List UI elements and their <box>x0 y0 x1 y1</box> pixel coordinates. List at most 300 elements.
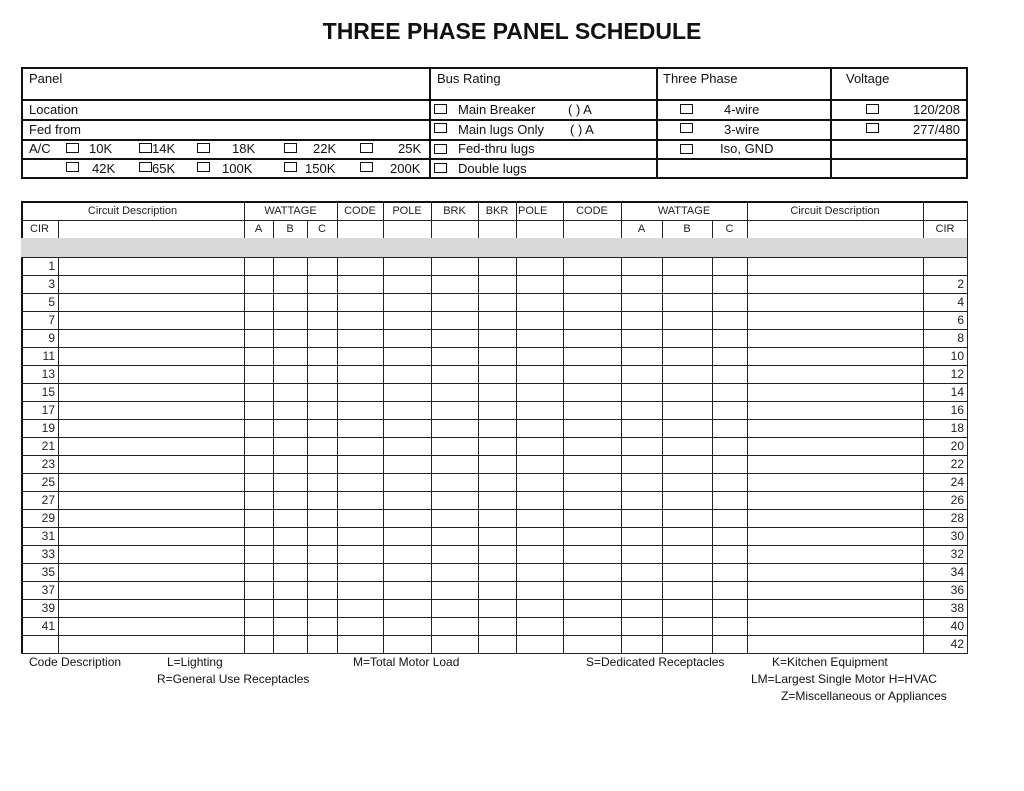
schedule-input-cell[interactable] <box>712 635 748 654</box>
spacer-cell[interactable] <box>747 238 924 258</box>
schedule-input-cell[interactable] <box>747 563 924 582</box>
schedule-input-cell[interactable] <box>273 527 308 546</box>
schedule-input-cell[interactable] <box>563 383 622 402</box>
schedule-input-cell[interactable] <box>273 599 308 618</box>
schedule-input-cell[interactable] <box>58 581 245 600</box>
schedule-input-cell[interactable] <box>337 293 384 312</box>
schedule-input-cell[interactable] <box>431 455 479 474</box>
schedule-input-cell[interactable] <box>383 347 432 366</box>
schedule-input-cell[interactable] <box>383 617 432 636</box>
schedule-input-cell[interactable] <box>747 365 924 384</box>
schedule-input-cell[interactable] <box>516 293 564 312</box>
schedule-input-cell[interactable] <box>662 563 713 582</box>
schedule-input-cell[interactable] <box>383 563 432 582</box>
schedule-input-cell[interactable] <box>662 365 713 384</box>
schedule-input-cell[interactable] <box>662 419 713 438</box>
schedule-input-cell[interactable] <box>337 275 384 294</box>
schedule-input-cell[interactable] <box>747 257 924 276</box>
schedule-input-cell[interactable] <box>307 527 338 546</box>
schedule-input-cell[interactable] <box>662 581 713 600</box>
schedule-input-cell[interactable] <box>383 599 432 618</box>
spacer-cell[interactable] <box>516 238 564 258</box>
schedule-input-cell[interactable] <box>478 401 517 420</box>
schedule-input-cell[interactable] <box>563 545 622 564</box>
schedule-input-cell[interactable] <box>621 635 663 654</box>
schedule-input-cell[interactable] <box>662 257 713 276</box>
schedule-input-cell[interactable] <box>563 563 622 582</box>
schedule-input-cell[interactable] <box>747 581 924 600</box>
schedule-input-cell[interactable] <box>58 419 245 438</box>
schedule-input-cell[interactable] <box>516 329 564 348</box>
schedule-input-cell[interactable] <box>58 347 245 366</box>
schedule-input-cell[interactable] <box>478 545 517 564</box>
schedule-input-cell[interactable] <box>307 581 338 600</box>
schedule-input-cell[interactable] <box>712 401 748 420</box>
schedule-input-cell[interactable] <box>478 329 517 348</box>
schedule-input-cell[interactable] <box>662 401 713 420</box>
spacer-cell[interactable] <box>621 238 663 258</box>
schedule-input-cell[interactable] <box>273 275 308 294</box>
schedule-input-cell[interactable] <box>662 545 713 564</box>
schedule-input-cell[interactable] <box>563 329 622 348</box>
schedule-input-cell[interactable] <box>307 293 338 312</box>
schedule-input-cell[interactable] <box>662 635 713 654</box>
ac-rating-checkbox[interactable] <box>197 143 210 153</box>
schedule-input-cell[interactable] <box>712 365 748 384</box>
schedule-input-cell[interactable] <box>307 275 338 294</box>
schedule-input-cell[interactable] <box>337 257 384 276</box>
schedule-input-cell[interactable] <box>273 563 308 582</box>
schedule-input-cell[interactable] <box>58 509 245 528</box>
schedule-input-cell[interactable] <box>516 491 564 510</box>
schedule-input-cell[interactable] <box>747 383 924 402</box>
iso-gnd-checkbox[interactable] <box>680 144 693 154</box>
schedule-input-cell[interactable] <box>431 383 479 402</box>
schedule-input-cell[interactable] <box>273 635 308 654</box>
schedule-input-cell[interactable] <box>307 329 338 348</box>
schedule-input-cell[interactable] <box>273 581 308 600</box>
spacer-cell[interactable] <box>712 238 748 258</box>
schedule-input-cell[interactable] <box>712 419 748 438</box>
schedule-input-cell[interactable] <box>712 545 748 564</box>
schedule-input-cell[interactable] <box>337 437 384 456</box>
schedule-input-cell[interactable] <box>273 437 308 456</box>
schedule-input-cell[interactable] <box>337 563 384 582</box>
schedule-input-cell[interactable] <box>273 491 308 510</box>
schedule-input-cell[interactable] <box>273 473 308 492</box>
schedule-input-cell[interactable] <box>478 473 517 492</box>
schedule-input-cell[interactable] <box>244 581 274 600</box>
spacer-cell[interactable] <box>337 238 384 258</box>
schedule-input-cell[interactable] <box>244 275 274 294</box>
schedule-input-cell[interactable] <box>563 347 622 366</box>
three-wire-checkbox[interactable] <box>680 123 693 133</box>
schedule-input-cell[interactable] <box>307 509 338 528</box>
schedule-input-cell[interactable] <box>383 419 432 438</box>
schedule-input-cell[interactable] <box>563 437 622 456</box>
schedule-input-cell[interactable] <box>747 437 924 456</box>
spacer-cell[interactable] <box>431 238 479 258</box>
schedule-input-cell[interactable] <box>516 527 564 546</box>
schedule-input-cell[interactable] <box>712 491 748 510</box>
spacer-cell[interactable] <box>244 238 274 258</box>
schedule-input-cell[interactable] <box>563 455 622 474</box>
schedule-input-cell[interactable] <box>273 545 308 564</box>
schedule-input-cell[interactable] <box>244 311 274 330</box>
schedule-input-cell[interactable] <box>478 275 517 294</box>
schedule-input-cell[interactable] <box>563 257 622 276</box>
schedule-input-cell[interactable] <box>621 401 663 420</box>
schedule-input-cell[interactable] <box>563 365 622 384</box>
schedule-input-cell[interactable] <box>747 455 924 474</box>
schedule-input-cell[interactable] <box>747 329 924 348</box>
schedule-input-cell[interactable] <box>516 635 564 654</box>
schedule-input-cell[interactable] <box>563 581 622 600</box>
schedule-input-cell[interactable] <box>273 401 308 420</box>
schedule-input-cell[interactable] <box>244 473 274 492</box>
schedule-input-cell[interactable] <box>273 617 308 636</box>
four-wire-checkbox[interactable] <box>680 104 693 114</box>
schedule-input-cell[interactable] <box>478 437 517 456</box>
schedule-input-cell[interactable] <box>273 383 308 402</box>
schedule-input-cell[interactable] <box>516 257 564 276</box>
schedule-input-cell[interactable] <box>244 635 274 654</box>
ac-rating-checkbox[interactable] <box>66 143 79 153</box>
schedule-input-cell[interactable] <box>747 311 924 330</box>
schedule-input-cell[interactable] <box>621 383 663 402</box>
schedule-input-cell[interactable] <box>244 401 274 420</box>
schedule-input-cell[interactable] <box>58 257 245 276</box>
schedule-input-cell[interactable] <box>58 365 245 384</box>
schedule-input-cell[interactable] <box>244 455 274 474</box>
schedule-input-cell[interactable] <box>563 293 622 312</box>
schedule-input-cell[interactable] <box>431 617 479 636</box>
schedule-input-cell[interactable] <box>747 419 924 438</box>
schedule-input-cell[interactable] <box>383 473 432 492</box>
schedule-input-cell[interactable] <box>712 473 748 492</box>
schedule-input-cell[interactable] <box>307 563 338 582</box>
schedule-input-cell[interactable] <box>621 329 663 348</box>
schedule-input-cell[interactable] <box>383 437 432 456</box>
schedule-input-cell[interactable] <box>337 311 384 330</box>
schedule-input-cell[interactable] <box>478 635 517 654</box>
schedule-input-cell[interactable] <box>516 383 564 402</box>
spacer-cell[interactable] <box>923 238 968 258</box>
schedule-input-cell[interactable] <box>383 545 432 564</box>
ac-rating-checkbox[interactable] <box>284 143 297 153</box>
schedule-input-cell[interactable] <box>712 437 748 456</box>
fed-thru-checkbox[interactable] <box>434 144 447 154</box>
schedule-input-cell[interactable] <box>478 581 517 600</box>
schedule-input-cell[interactable] <box>431 257 479 276</box>
main-lugs-checkbox[interactable] <box>434 123 447 133</box>
schedule-input-cell[interactable] <box>563 527 622 546</box>
schedule-input-cell[interactable] <box>478 617 517 636</box>
schedule-input-cell[interactable] <box>621 365 663 384</box>
double-lugs-checkbox[interactable] <box>434 163 447 173</box>
schedule-input-cell[interactable] <box>712 311 748 330</box>
schedule-input-cell[interactable] <box>662 293 713 312</box>
schedule-input-cell[interactable] <box>431 473 479 492</box>
schedule-input-cell[interactable] <box>58 383 245 402</box>
schedule-input-cell[interactable] <box>747 509 924 528</box>
schedule-input-cell[interactable] <box>383 509 432 528</box>
schedule-input-cell[interactable] <box>478 563 517 582</box>
schedule-input-cell[interactable] <box>431 365 479 384</box>
schedule-input-cell[interactable] <box>662 275 713 294</box>
schedule-input-cell[interactable] <box>244 437 274 456</box>
voltage-120-208-checkbox[interactable] <box>866 104 879 114</box>
schedule-input-cell[interactable] <box>337 347 384 366</box>
schedule-input-cell[interactable] <box>747 293 924 312</box>
schedule-input-cell[interactable] <box>383 329 432 348</box>
schedule-input-cell[interactable] <box>712 383 748 402</box>
schedule-input-cell[interactable] <box>478 257 517 276</box>
schedule-input-cell[interactable] <box>337 617 384 636</box>
schedule-input-cell[interactable] <box>273 329 308 348</box>
schedule-input-cell[interactable] <box>712 509 748 528</box>
schedule-input-cell[interactable] <box>563 419 622 438</box>
ac-rating-checkbox[interactable] <box>139 143 152 153</box>
schedule-input-cell[interactable] <box>563 617 622 636</box>
schedule-input-cell[interactable] <box>712 347 748 366</box>
schedule-input-cell[interactable] <box>383 365 432 384</box>
schedule-input-cell[interactable] <box>244 491 274 510</box>
schedule-input-cell[interactable] <box>307 473 338 492</box>
schedule-input-cell[interactable] <box>478 491 517 510</box>
spacer-cell[interactable] <box>662 238 713 258</box>
schedule-input-cell[interactable] <box>337 509 384 528</box>
schedule-input-cell[interactable] <box>621 455 663 474</box>
schedule-input-cell[interactable] <box>662 455 713 474</box>
schedule-input-cell[interactable] <box>516 599 564 618</box>
schedule-input-cell[interactable] <box>431 563 479 582</box>
ac-rating-checkbox[interactable] <box>66 162 79 172</box>
schedule-input-cell[interactable] <box>478 311 517 330</box>
schedule-input-cell[interactable] <box>431 401 479 420</box>
schedule-input-cell[interactable] <box>478 455 517 474</box>
schedule-input-cell[interactable] <box>58 329 245 348</box>
schedule-input-cell[interactable] <box>747 401 924 420</box>
schedule-input-cell[interactable] <box>516 437 564 456</box>
schedule-input-cell[interactable] <box>478 527 517 546</box>
schedule-input-cell[interactable] <box>244 563 274 582</box>
schedule-input-cell[interactable] <box>58 311 245 330</box>
spacer-cell[interactable] <box>383 238 432 258</box>
schedule-input-cell[interactable] <box>621 563 663 582</box>
schedule-input-cell[interactable] <box>621 347 663 366</box>
schedule-input-cell[interactable] <box>273 365 308 384</box>
schedule-input-cell[interactable] <box>244 383 274 402</box>
schedule-input-cell[interactable] <box>307 599 338 618</box>
schedule-input-cell[interactable] <box>58 527 245 546</box>
schedule-input-cell[interactable] <box>662 347 713 366</box>
schedule-input-cell[interactable] <box>58 437 245 456</box>
schedule-input-cell[interactable] <box>307 635 338 654</box>
schedule-input-cell[interactable] <box>747 545 924 564</box>
schedule-input-cell[interactable] <box>383 455 432 474</box>
schedule-input-cell[interactable] <box>244 509 274 528</box>
schedule-input-cell[interactable] <box>563 311 622 330</box>
schedule-input-cell[interactable] <box>431 347 479 366</box>
schedule-input-cell[interactable] <box>516 275 564 294</box>
schedule-input-cell[interactable] <box>621 545 663 564</box>
ac-rating-checkbox[interactable] <box>139 162 152 172</box>
schedule-input-cell[interactable] <box>431 293 479 312</box>
schedule-input-cell[interactable] <box>307 347 338 366</box>
schedule-input-cell[interactable] <box>337 491 384 510</box>
schedule-input-cell[interactable] <box>337 401 384 420</box>
schedule-input-cell[interactable] <box>337 455 384 474</box>
schedule-input-cell[interactable] <box>431 311 479 330</box>
schedule-input-cell[interactable] <box>516 581 564 600</box>
schedule-input-cell[interactable] <box>337 419 384 438</box>
schedule-input-cell[interactable] <box>478 383 517 402</box>
schedule-input-cell[interactable] <box>563 509 622 528</box>
schedule-input-cell[interactable] <box>478 509 517 528</box>
schedule-input-cell[interactable] <box>478 293 517 312</box>
schedule-input-cell[interactable] <box>244 617 274 636</box>
ac-rating-checkbox[interactable] <box>284 162 297 172</box>
schedule-input-cell[interactable] <box>712 617 748 636</box>
spacer-cell[interactable] <box>563 238 622 258</box>
schedule-input-cell[interactable] <box>662 329 713 348</box>
schedule-input-cell[interactable] <box>307 491 338 510</box>
schedule-input-cell[interactable] <box>383 383 432 402</box>
schedule-input-cell[interactable] <box>307 383 338 402</box>
schedule-input-cell[interactable] <box>58 401 245 420</box>
schedule-input-cell[interactable] <box>662 473 713 492</box>
schedule-input-cell[interactable] <box>58 293 245 312</box>
schedule-input-cell[interactable] <box>516 347 564 366</box>
schedule-input-cell[interactable] <box>337 383 384 402</box>
schedule-input-cell[interactable] <box>58 545 245 564</box>
schedule-input-cell[interactable] <box>747 617 924 636</box>
schedule-input-cell[interactable] <box>431 509 479 528</box>
schedule-input-cell[interactable] <box>383 491 432 510</box>
schedule-input-cell[interactable] <box>337 527 384 546</box>
schedule-input-cell[interactable] <box>712 293 748 312</box>
schedule-input-cell[interactable] <box>747 599 924 618</box>
schedule-input-cell[interactable] <box>478 419 517 438</box>
schedule-input-cell[interactable] <box>244 545 274 564</box>
spacer-cell[interactable] <box>478 238 517 258</box>
schedule-input-cell[interactable] <box>712 563 748 582</box>
schedule-input-cell[interactable] <box>563 599 622 618</box>
schedule-input-cell[interactable] <box>273 455 308 474</box>
schedule-input-cell[interactable] <box>58 563 245 582</box>
schedule-input-cell[interactable] <box>307 617 338 636</box>
schedule-input-cell[interactable] <box>563 491 622 510</box>
schedule-input-cell[interactable] <box>383 581 432 600</box>
schedule-input-cell[interactable] <box>747 347 924 366</box>
schedule-input-cell[interactable] <box>244 599 274 618</box>
schedule-input-cell[interactable] <box>662 437 713 456</box>
schedule-input-cell[interactable] <box>337 581 384 600</box>
schedule-input-cell[interactable] <box>712 455 748 474</box>
schedule-input-cell[interactable] <box>712 275 748 294</box>
schedule-input-cell[interactable] <box>58 491 245 510</box>
schedule-input-cell[interactable] <box>621 275 663 294</box>
schedule-input-cell[interactable] <box>383 275 432 294</box>
schedule-input-cell[interactable] <box>563 473 622 492</box>
schedule-input-cell[interactable] <box>273 347 308 366</box>
schedule-input-cell[interactable] <box>431 275 479 294</box>
schedule-input-cell[interactable] <box>563 275 622 294</box>
spacer-cell[interactable] <box>307 238 338 258</box>
schedule-input-cell[interactable] <box>516 419 564 438</box>
schedule-input-cell[interactable] <box>621 581 663 600</box>
schedule-input-cell[interactable] <box>431 527 479 546</box>
schedule-input-cell[interactable] <box>516 563 564 582</box>
schedule-input-cell[interactable] <box>307 401 338 420</box>
schedule-input-cell[interactable] <box>431 599 479 618</box>
spacer-cell[interactable] <box>58 238 245 258</box>
schedule-input-cell[interactable] <box>307 365 338 384</box>
schedule-input-cell[interactable] <box>621 419 663 438</box>
schedule-input-cell[interactable] <box>273 311 308 330</box>
schedule-input-cell[interactable] <box>431 437 479 456</box>
ac-rating-checkbox[interactable] <box>360 162 373 172</box>
schedule-input-cell[interactable] <box>307 419 338 438</box>
schedule-input-cell[interactable] <box>244 257 274 276</box>
schedule-input-cell[interactable] <box>383 311 432 330</box>
schedule-input-cell[interactable] <box>621 599 663 618</box>
schedule-input-cell[interactable] <box>747 491 924 510</box>
schedule-input-cell[interactable] <box>621 437 663 456</box>
schedule-input-cell[interactable] <box>244 527 274 546</box>
schedule-input-cell[interactable] <box>337 635 384 654</box>
schedule-input-cell[interactable] <box>244 329 274 348</box>
schedule-input-cell[interactable] <box>516 617 564 636</box>
schedule-input-cell[interactable] <box>383 635 432 654</box>
schedule-input-cell[interactable] <box>516 509 564 528</box>
schedule-input-cell[interactable] <box>337 545 384 564</box>
schedule-input-cell[interactable] <box>431 491 479 510</box>
schedule-input-cell[interactable] <box>58 473 245 492</box>
schedule-input-cell[interactable] <box>337 365 384 384</box>
schedule-input-cell[interactable] <box>431 329 479 348</box>
schedule-input-cell[interactable] <box>307 257 338 276</box>
schedule-input-cell[interactable] <box>337 473 384 492</box>
schedule-input-cell[interactable] <box>712 257 748 276</box>
schedule-input-cell[interactable] <box>58 599 245 618</box>
schedule-input-cell[interactable] <box>712 527 748 546</box>
spacer-cell[interactable] <box>273 238 308 258</box>
schedule-input-cell[interactable] <box>307 437 338 456</box>
schedule-input-cell[interactable] <box>478 347 517 366</box>
schedule-input-cell[interactable] <box>662 599 713 618</box>
schedule-input-cell[interactable] <box>747 635 924 654</box>
schedule-input-cell[interactable] <box>516 365 564 384</box>
schedule-input-cell[interactable] <box>431 635 479 654</box>
schedule-input-cell[interactable] <box>478 365 517 384</box>
schedule-input-cell[interactable] <box>563 635 622 654</box>
schedule-input-cell[interactable] <box>244 347 274 366</box>
schedule-input-cell[interactable] <box>662 311 713 330</box>
schedule-input-cell[interactable] <box>383 527 432 546</box>
schedule-input-cell[interactable] <box>621 257 663 276</box>
schedule-input-cell[interactable] <box>58 275 245 294</box>
ac-rating-checkbox[interactable] <box>360 143 373 153</box>
schedule-input-cell[interactable] <box>307 545 338 564</box>
schedule-input-cell[interactable] <box>383 401 432 420</box>
schedule-input-cell[interactable] <box>273 257 308 276</box>
schedule-input-cell[interactable] <box>747 473 924 492</box>
schedule-input-cell[interactable] <box>383 293 432 312</box>
schedule-input-cell[interactable] <box>273 509 308 528</box>
schedule-input-cell[interactable] <box>621 509 663 528</box>
